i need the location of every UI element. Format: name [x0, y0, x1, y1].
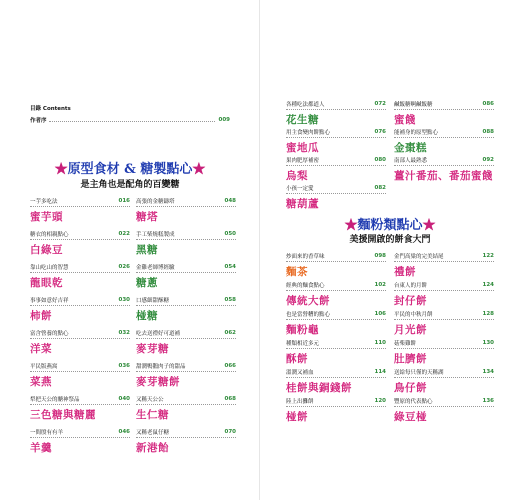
star-icon: ★: [422, 218, 436, 233]
toc-entry-line: [136, 362, 236, 372]
toc-entry-title: 桂餅與銅錢餅: [286, 382, 352, 394]
toc-entry-description: 靠山吃山的智慧: [30, 265, 69, 271]
toc-entry-title: 新港飴: [136, 442, 169, 454]
toc-entry-description: 一間殷有有羊: [30, 430, 64, 436]
toc-entry[interactable]: [394, 128, 494, 155]
toc-entry-description: 各種吃法都道人: [286, 102, 325, 108]
preface-page: 009: [218, 117, 230, 123]
toc-entry-line: [286, 310, 386, 320]
toc-entry-description: 小孩一定愛: [286, 186, 314, 192]
toc-entry-title: 花生糖: [286, 114, 319, 126]
toc-entry[interactable]: [286, 100, 386, 127]
section-subtitle: 是主角也是配角的百變糖: [80, 180, 180, 190]
toc-entry-title: 糖蔥: [136, 277, 158, 289]
toc-entry-line: [286, 281, 386, 291]
toc-entry-page: 130: [482, 340, 494, 346]
toc-entry-line: [394, 100, 494, 110]
toc-entry-line: [30, 428, 130, 438]
toc-entry[interactable]: [394, 156, 494, 183]
toc-entry-description: 一芋多吃法: [30, 199, 58, 205]
toc-entry-page: 122: [482, 253, 494, 259]
toc-entry-title: 麵茶: [286, 266, 308, 278]
toc-entry-description: 能補身的原型點心: [394, 130, 439, 136]
toc-entry[interactable]: [136, 296, 236, 323]
toc-entry-line: [136, 230, 236, 240]
right-page: [260, 0, 520, 500]
toc-entry-description: 鹹飯糖啊鹹飯糖: [394, 102, 433, 108]
toc-entry-line: [136, 296, 236, 306]
toc-entry-title: 椪糖: [136, 310, 158, 322]
toc-entry[interactable]: [394, 100, 494, 127]
toc-entry[interactable]: [286, 397, 386, 424]
toc-entry[interactable]: [394, 281, 494, 308]
toc-entry-line: [286, 100, 386, 110]
toc-entry[interactable]: [286, 339, 386, 366]
toc-entry-page: 120: [374, 398, 386, 404]
section-title-flour: [260, 214, 520, 233]
toc-entry-line: [136, 263, 236, 273]
toc-entry[interactable]: [286, 281, 386, 308]
toc-entry-description: 平民版燕窩: [30, 364, 58, 370]
toc-entry[interactable]: [286, 368, 386, 395]
toc-entry-title: 麥芽糖餅: [136, 376, 180, 388]
toc-entry-line: [286, 397, 386, 407]
toc-entry-title: 綠豆椪: [394, 411, 427, 423]
toc-entry-line: [286, 156, 386, 166]
toc-entry[interactable]: [30, 230, 130, 257]
toc-entry[interactable]: [136, 428, 236, 455]
toc-entry-line: [394, 368, 494, 378]
toc-entry[interactable]: [30, 296, 130, 323]
toc-entry-page: 102: [374, 282, 386, 288]
toc-entry-description: 溫潤又補血: [286, 370, 314, 376]
toc-entry-description: 事事如意好吉祥: [30, 298, 69, 304]
section-subtitle: 美援開啟的餅食大門: [349, 235, 431, 245]
toc-entry-title: 麵粉龜: [286, 324, 319, 336]
toc-entry-page: 072: [374, 101, 386, 107]
toc-entry-page: 092: [482, 157, 494, 163]
toc-entry-description: 金雞老師博經驗: [136, 265, 175, 271]
toc-entry[interactable]: [286, 252, 386, 279]
toc-entry-title: 傳統大餅: [286, 295, 330, 307]
toc-entry-line: [394, 281, 494, 291]
toc-entry[interactable]: [394, 252, 494, 279]
toc-entry-page: 070: [224, 429, 236, 435]
star-icon: ★: [54, 162, 68, 177]
toc-entry-description: 菇柴雞餅: [394, 341, 417, 347]
toc-entry-title: 柿餅: [30, 310, 52, 322]
toc-entry[interactable]: [286, 310, 386, 337]
toc-entry-page: 136: [482, 398, 494, 404]
toc-entry-line: [286, 252, 386, 262]
toc-entry[interactable]: [136, 395, 236, 422]
toc-entry-page: 016: [118, 198, 130, 204]
toc-entry-line: [394, 397, 494, 407]
toc-entry-line: [394, 128, 494, 138]
toc-entry-page: 082: [374, 185, 386, 191]
toc-entry-page: 048: [224, 198, 236, 204]
toc-entry[interactable]: [30, 395, 130, 422]
toc-entry-description: 豐原的代表點心: [394, 399, 433, 405]
toc-entry-page: 066: [224, 363, 236, 369]
toc-entry-description: 也是當營糟的點心: [286, 312, 331, 318]
toc-entry[interactable]: [394, 310, 494, 337]
toc-entry[interactable]: [136, 362, 236, 389]
toc-entry-title: 薑汁番茄、番茄蜜餞: [394, 170, 493, 182]
toc-entry-page: 128: [482, 311, 494, 317]
toc-entry-title: 月光餅: [394, 324, 427, 336]
toc-entry[interactable]: [394, 339, 494, 366]
toc-entry-title: 蜜地瓜: [286, 142, 319, 154]
toc-entry-title: 生仁糖: [136, 409, 169, 421]
toc-entry-line: [136, 428, 236, 438]
toc-entry-page: 098: [374, 253, 386, 259]
toc-entry-page: 088: [482, 129, 494, 135]
toc-entry-page: 040: [118, 396, 130, 402]
toc-entry-line: [30, 395, 130, 405]
toc-entry-page: 026: [118, 264, 130, 270]
toc-entry-description: 送給每只僅的天稱湖: [394, 370, 444, 376]
toc-entry[interactable]: [30, 362, 130, 389]
leader-dots: [49, 121, 215, 122]
toc-entry-title: 洋菜: [30, 343, 52, 355]
toc-entry-line: [394, 252, 494, 262]
preface-row[interactable]: [30, 116, 230, 124]
toc-entry-description: 富含營養的點心: [30, 331, 69, 337]
toc-entry-line: [136, 197, 236, 207]
toc-entry-page: 062: [224, 330, 236, 336]
toc-entry-description: 台東人的月餅: [394, 283, 428, 289]
toc-entry-title: 蜜餞: [394, 114, 416, 126]
toc-entry-title: 糖塔: [136, 211, 158, 223]
toc-entry-title: 金棗糕: [394, 142, 427, 154]
toc-entry[interactable]: [30, 197, 130, 224]
toc-entry-title: 烏梨: [286, 170, 308, 182]
toc-entry-line: [30, 197, 130, 207]
toc-entry-page: 030: [118, 297, 130, 303]
toc-entry[interactable]: [136, 197, 236, 224]
toc-entry-page: 080: [374, 157, 386, 163]
toc-entry[interactable]: [286, 156, 386, 183]
toc-entry[interactable]: [136, 263, 236, 290]
toc-entry-line: [286, 368, 386, 378]
toc-entry[interactable]: [30, 329, 130, 356]
toc-entry-title: 封仔餅: [394, 295, 427, 307]
toc-entry-title: 黑糖: [136, 244, 158, 256]
toc-entry-line: [30, 263, 130, 273]
toc-entry-line: [30, 329, 130, 339]
toc-entry-line: [136, 395, 236, 405]
toc-entry-page: 124: [482, 282, 494, 288]
toc-entry-description: 手工柴燒糕製成: [136, 232, 175, 238]
toc-label-row: [30, 104, 230, 112]
section-title-text: 原型食材 & 糖製點心: [67, 162, 193, 177]
toc-entry-line: [394, 156, 494, 166]
toc-entry-page: 054: [224, 264, 236, 270]
toc-entry-description: 甜潤鴨鵝肉子的甜品: [136, 364, 186, 370]
toc-entry-description: 金門高粱的完美結尾: [394, 254, 444, 260]
toc-entry-line: [30, 362, 130, 372]
toc-entry-description: 陸上出攤餅: [286, 399, 314, 405]
toc-entry-page: 046: [118, 429, 130, 435]
toc-entry[interactable]: [136, 230, 236, 257]
toc-entry-page: 110: [374, 340, 386, 346]
toc-entry-description: 果肉肥厚補密: [286, 158, 320, 164]
section-title-sugar: [0, 158, 260, 177]
star-icon: ★: [344, 218, 358, 233]
toc-entry-title: 鳥仔餅: [394, 382, 427, 394]
toc-entry-page: 114: [374, 369, 386, 375]
toc-entry-page: 134: [482, 369, 494, 375]
toc-entry-page: 058: [224, 297, 236, 303]
toc-entry-description: 犁把天公的醣神祭品: [30, 397, 80, 403]
star-icon: ★: [192, 162, 206, 177]
toc-entry-line: [394, 310, 494, 320]
toc-entry[interactable]: [286, 128, 386, 155]
toc-entry-title: 三色糖與糖麗: [30, 409, 96, 421]
toc-entry-description: 種類相近多元: [286, 341, 320, 347]
toc-label: 目錄 Contents: [30, 106, 71, 112]
toc-entry-description: 糖衣的相親點心: [30, 232, 69, 238]
toc-entry-title: 白綠豆: [30, 244, 63, 256]
toc-entry-description: 又稱老鼠仔糖: [136, 430, 170, 436]
toc-entry-description: 南部人最熟悉: [394, 158, 428, 164]
toc-entry-title: 糖葫蘆: [286, 198, 319, 210]
toc-entry-title: 酥餅: [286, 353, 308, 365]
toc-entry[interactable]: [136, 329, 236, 356]
toc-entry-title: 蜜芋頭: [30, 211, 63, 223]
toc-entry-page: 068: [224, 396, 236, 402]
toc-entry-description: 平民的中秋月餅: [394, 312, 433, 318]
toc-entry-line: [136, 329, 236, 339]
toc-entry-title: 龍眼乾: [30, 277, 63, 289]
toc-entry-description: 口感細甜酥糖: [136, 298, 170, 304]
toc-entry-page: 050: [224, 231, 236, 237]
toc-entry-title: 椪餅: [286, 411, 308, 423]
section-title-text: 麵粉類點心: [357, 218, 423, 233]
toc-entry-line: [286, 339, 386, 349]
toc-entry-page: 106: [374, 311, 386, 317]
toc-entry-description: 炒面來的香草味: [286, 254, 325, 260]
toc-entry-description: 又稱天公公: [136, 397, 164, 403]
toc-entry[interactable]: [30, 428, 130, 455]
toc-entry-line: [30, 230, 130, 240]
toc-entry-page: 086: [482, 101, 494, 107]
toc-entry-title: 菜燕: [30, 376, 52, 388]
toc-entry-description: 高張的金糖鑄塔: [136, 199, 175, 205]
toc-entry-description: 經典的麵食點心: [286, 283, 325, 289]
toc-entry[interactable]: [394, 397, 494, 424]
toc-entry[interactable]: [286, 184, 386, 211]
toc-entry[interactable]: [30, 263, 130, 290]
toc-entry-title: 禮餅: [394, 266, 416, 278]
toc-entry-page: 036: [118, 363, 130, 369]
toc-entry-page: 032: [118, 330, 130, 336]
toc-entry-line: [30, 296, 130, 306]
toc-entry-line: [286, 128, 386, 138]
toc-entry[interactable]: [394, 368, 494, 395]
toc-entry-line: [286, 184, 386, 194]
preface-label: 作者序: [30, 118, 47, 124]
toc-entry-title: 麥芽糖: [136, 343, 169, 355]
toc-entry-page: 076: [374, 129, 386, 135]
toc-entry-line: [394, 339, 494, 349]
toc-entry-page: 022: [118, 231, 130, 237]
toc-entry-title: 羊羹: [30, 442, 52, 454]
toc-entry-description: 吃去送禮好可道補: [136, 331, 181, 337]
toc-entry-title: 肚臍餅: [394, 353, 427, 365]
toc-entry-description: 用主食變肉餅點心: [286, 130, 331, 136]
